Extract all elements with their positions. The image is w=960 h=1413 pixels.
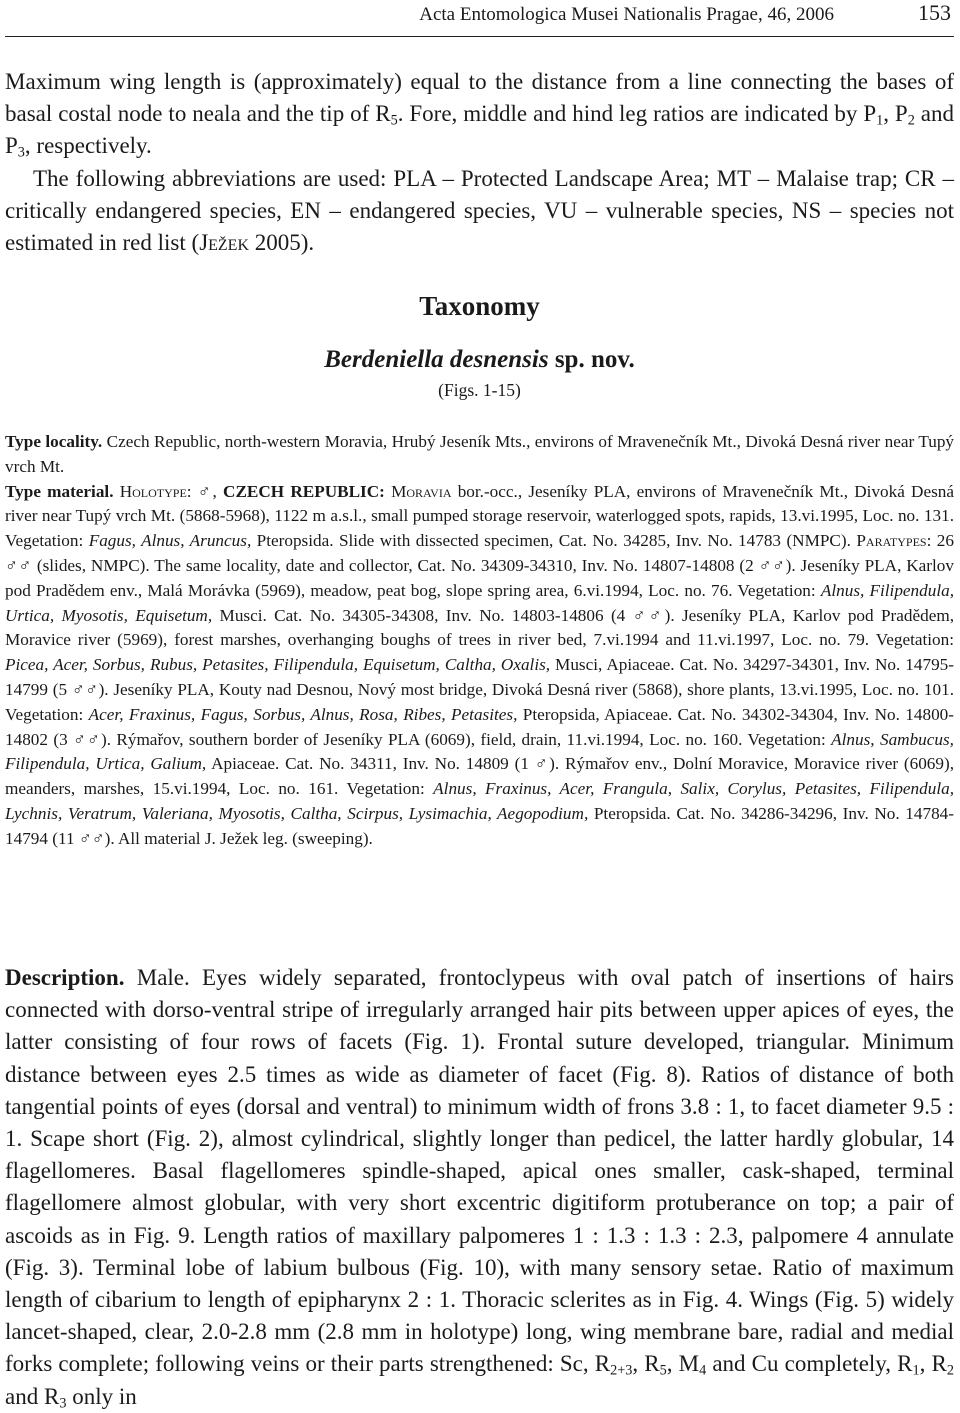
vegetation-list: Alnus, Fraxinus, Acer, Frangula, Salix, Corylus, Petasites, Filipendula, Lychnis, Veratrum, Valeriana, Myosotis, Caltha, Scirpus, Lysimachia, Aegopodium, bbox=[5, 779, 954, 823]
type-locality-paragraph bbox=[5, 430, 954, 480]
running-header bbox=[5, 2, 954, 32]
subscript: 3 bbox=[59, 1395, 67, 1412]
intro-paragraph-2 bbox=[5, 163, 954, 260]
text-run: Czech Republic, north-western Moravia, Hrubý Jeseník Mts., environs of Mravenečník Mt., Divoká Desná river near Tupý vrch Mt. bbox=[5, 432, 955, 476]
species-heading bbox=[5, 345, 954, 375]
text-run: . Fore, middle and hind leg ratios are indicated by P bbox=[397, 101, 877, 127]
text-run: Pteropsida. Slide with dissected specimen, Cat. No. 34285, Inv. No. 14783 (NMPC). bbox=[251, 531, 857, 551]
vegetation-list: Alnus, Filipendula, Urtica, Myosotis, Equisetum, bbox=[5, 580, 954, 625]
text-run: bor.-occ., Jeseníky PLA, environs of Mravenečník Mt., Divoká Desná river near Tupý vrch Mt. (5868-5968), 1122 m a.s.l., small pumped storage reservoir, waterlogged spots, rapids, 13.vi.1995, Loc. no. 131. Vegetation: bbox=[5, 481, 955, 551]
species-status: sp. nov. bbox=[548, 346, 635, 373]
subscript: 3 bbox=[17, 144, 25, 161]
subscript: 2 bbox=[907, 112, 915, 129]
text-run: and P bbox=[5, 101, 954, 159]
text-run: and R bbox=[5, 1383, 60, 1409]
type-locality-label: Type locality. bbox=[5, 432, 103, 451]
text-run: , R bbox=[919, 1351, 947, 1377]
text-run: : 26 ♂♂ (slides, NMPC). The same locality, date and collector, Cat. No. 34309-34310, Inv. No. 14807-14808 (2 ♂♂). Jeseníky PLA, Karlov pod Pradědem env., Malá Morávka (5969), meadow, peat bog, slope spring area, 6.vi.1994, Loc. no. 76. Vegetation: bbox=[5, 531, 954, 600]
vegetation-list: Acer, Fraxinus, Fagus, Sorbus, Alnus, Rosa, Ribes, Petasites, bbox=[88, 704, 518, 724]
country-label: CZECH REPUBLIC: bbox=[223, 481, 385, 501]
text-run: , M bbox=[666, 1351, 700, 1377]
description-paragraph bbox=[5, 962, 954, 1413]
type-material-paragraph bbox=[5, 480, 954, 852]
vegetation-list: Picea, Acer, Sorbus, Rubus, Petasites, Filipendula, Equisetum, Caltha, Oxalis, bbox=[5, 655, 551, 675]
type-material-label: Type material. bbox=[5, 481, 114, 501]
subscript: 1 bbox=[912, 1363, 920, 1379]
text-run: Pteropsida. Cat. No. 34286-34296, Inv. No. 14784-14794 (11 ♂♂). All material J. Ježek leg. (sweeping). bbox=[5, 803, 954, 848]
species-name: Berdeniella desnensis bbox=[324, 346, 549, 373]
text-run: , R bbox=[632, 1351, 660, 1377]
subscript: 1 bbox=[876, 112, 884, 129]
text-run: Musci. Cat. No. 34305-34308, Inv. No. 14803-14806 (4 ♂♂). Jeseníky PLA, Karlov pod Pradědem, Moravice river (5969), forest marshes, overhanging boughs of trees in river bed, 7.vi.1994 and 11.vi.1997, Loc. no. 79. Vegetation: bbox=[5, 605, 954, 650]
text-run: The following abbreviations are used: PLA – Protected Landscape Area; MT – Malaise trap; CR – critically endangered species, EN – endangered species, VU – vulnerable species, NS – species not estimated in red list ( bbox=[5, 165, 954, 256]
holotype-label: Holotype bbox=[119, 481, 187, 501]
region-label: Moravia bbox=[391, 481, 452, 501]
text-run: : ♂, bbox=[186, 481, 224, 501]
text-run: Musci, Apiaceae. Cat. No. 34297-34301, Inv. No. 14795-14799 (5 ♂♂). Jeseníky PLA, Kouty nad Desnou, Nový most bridge, Divoká Desná river (5868), shore plants, 13.vi.1995, Loc. no. 101. Vegetation: bbox=[5, 655, 954, 724]
text-run: Apiaceae. Cat. No. 34311, Inv. No. 14809 (1 ♂). Rýmařov env., Dolní Moravice, Moravice river (6069), meanders, marshes, 15.vi.1994, Loc. no. 161. Vegetation: bbox=[5, 754, 954, 799]
text-run: , P bbox=[883, 101, 908, 127]
text-run: only in bbox=[66, 1383, 137, 1409]
text-run: 2005). bbox=[249, 230, 315, 256]
text-run: Maximum wing length is (approximately) equal to the distance from a line connecting the bases of basal costal node to neala and the tip of R bbox=[5, 69, 954, 127]
vegetation-list: Alnus, Sambucus, Filipendula, Urtica, Galium, bbox=[5, 729, 954, 774]
vegetation-list: Fagus, Alnus, Aruncus, bbox=[88, 531, 252, 551]
journal-title: Acta Entomologica Musei Nationalis Pragae, 46, 2006 bbox=[419, 4, 834, 25]
page-number: 153 bbox=[918, 0, 951, 25]
section-heading-taxonomy: Taxonomy bbox=[419, 291, 540, 321]
text-run: Male. Eyes widely separated, frontoclypeus with oval patch of insertions of hairs connected with dorso-ventral stripe of irregularly arranged hair pits between upper apices of eyes, the latter consisting of four rows of facets (Fig. 1). Frontal suture developed, triangular. Minimum distance between eyes 2.5 times as wide as diameter of facet (Fig. 8). Ratios of distance of both tangential points of eyes (dorsal and ventral) to minimum width of frons 3.8 : 1, to facet diameter 9.5 : 1. Scape short (Fig. 2), almost cylindrical, slightly longer than pedicel, the latter hardly globular, 14 flagellomeres. Basal flagellomeres spindle-shaped, apical ones smaller, cask-shaped, terminal flagellomere almost globular, with very short excentric digitiform protuberance on top; a pair of ascoids as in Fig. 9. Length ratios of maxillary palpomeres 1 : 1.3 : 1.3 : 2.3, palpomere 4 annulate (Fig. 3). Terminal lobe of labium bulbous (Fig. 10), with many sensory setae. Ratio of maximum length of cibarium to length of epipharynx 2 : 1. Thoracic sclerites as in Fig. 4. Wings (Fig. 5) widely lancet-shaped, clear, 2.0-2.8 mm (2.8 mm in holotype) long, wing membrane bare, radial and medial forks complete; following veins or their parts strengthened: Sc, R bbox=[5, 965, 954, 1377]
header-rule bbox=[5, 36, 954, 37]
subscript: 2+3 bbox=[610, 1363, 633, 1379]
subscript: 2 bbox=[946, 1363, 954, 1379]
text-run: Pteropsida, Apiaceae. Cat. No. 34302-34304, Inv. No. 14800-14802 (3 ♂♂). Rýmařov, southern border of Jeseníky PLA (6069), field, drain, 11.vi.1994, Loc. no. 160. Vegetation: bbox=[5, 704, 954, 749]
description-label: Description. bbox=[5, 965, 125, 990]
figures-reference: (Figs. 1-15) bbox=[438, 380, 521, 400]
subscript: 5 bbox=[390, 112, 398, 129]
intro-paragraph-1 bbox=[5, 66, 954, 163]
subscript: 4 bbox=[699, 1363, 707, 1379]
text-run: and Cu completely, R bbox=[706, 1351, 913, 1377]
paratypes-label: Paratypes bbox=[856, 531, 927, 551]
author-name: Ježek bbox=[199, 230, 250, 256]
type-section bbox=[5, 430, 954, 852]
intro-section bbox=[5, 66, 954, 259]
subscript: 5 bbox=[659, 1363, 667, 1379]
text-run: , respectively. bbox=[24, 133, 152, 159]
